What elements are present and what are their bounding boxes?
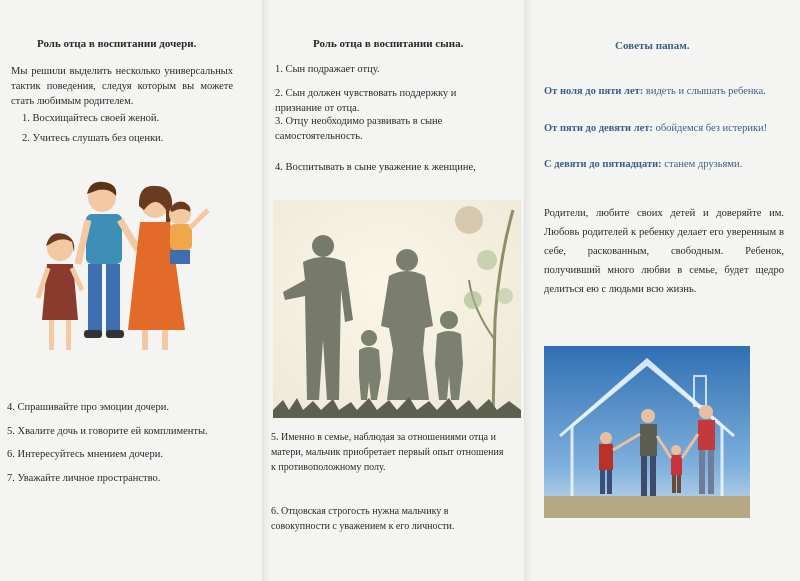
panel3-title: Советы папам. xyxy=(615,40,690,52)
panel1-tip-6: 6. Интересуйтесь мнением дочери. xyxy=(7,449,163,460)
fold-shadow xyxy=(525,0,533,581)
panel2-tip-6: 6. Отцовская строгость нужна мальчику в совокупности с уважением к его личности. xyxy=(271,506,455,532)
panel1-tip-4: 4. Спрашивайте про эмоции дочери. xyxy=(7,402,170,413)
panel-advice xyxy=(524,0,800,581)
advice-age-5-9 xyxy=(544,121,776,136)
advice-text: станем друзьями. xyxy=(664,159,743,170)
advice-label: С девяти до пятнадцати: xyxy=(544,159,662,170)
advice-label: От ноля до пяти лет: xyxy=(544,86,644,97)
fold-shadow xyxy=(263,0,271,581)
family-silhouette-photo xyxy=(273,200,521,418)
advice-text: видеть и слышать ребенка. xyxy=(645,86,766,97)
advice-text: обойдемся без истерики! xyxy=(655,123,768,134)
panel2-tip-4: 4. Воспитывать в сыне уважение к женщине, xyxy=(275,162,476,173)
panel2-title: Роль отца в воспитании сына. xyxy=(313,38,464,50)
panel1-tip-1: 1. Восхищайтесь своей женой. xyxy=(22,113,160,124)
panel-daughter xyxy=(0,0,262,581)
advice-label: От пяти до девяти лет: xyxy=(544,123,653,134)
panel2-tip-2: 2. Сын должен чувствовать поддержку и признание от отца. xyxy=(275,88,457,114)
panel3-paragraph: Родители, любите своих детей и доверяйте им. Любовь родителей к ребенку делает его уверенным в себе, раскованным, свободным. Ребенок, получивший много любви в семье, будет щедро делиться ею с людьми всю жизнь. xyxy=(544,208,784,295)
advice-age-9-15 xyxy=(544,157,776,172)
panel1-tip-2: 2. Учитесь слушать без оценки. xyxy=(22,133,164,144)
panel1-intro: Мы решили выделить несколько универсальных тактик поведения, следуя которым вы можете стать любимым родителем. xyxy=(11,66,233,107)
panel2-tip-5: 5. Именно в семье, наблюдая за отношениями отца и матери, мальчик приобретает первый опыт отношения к противоположному полу. xyxy=(271,432,504,473)
panel2-tip-3: 3. Отцу необходимо развивать в сыне самостоятельность. xyxy=(275,116,443,142)
family-house-photo xyxy=(544,346,750,518)
family-cartoon-illustration xyxy=(20,180,220,360)
panel1-tip-5: 5. Хвалите дочь и говорите ей комплименты. xyxy=(7,426,208,437)
panel1-title: Роль отца в воспитании дочери. xyxy=(37,38,197,50)
panel2-tip-1: 1. Сын подражает отцу. xyxy=(275,64,380,75)
panel1-tip-7: 7. Уважайте личное пространство. xyxy=(7,473,161,484)
panel-son xyxy=(262,0,525,581)
advice-age-0-5 xyxy=(544,84,776,99)
